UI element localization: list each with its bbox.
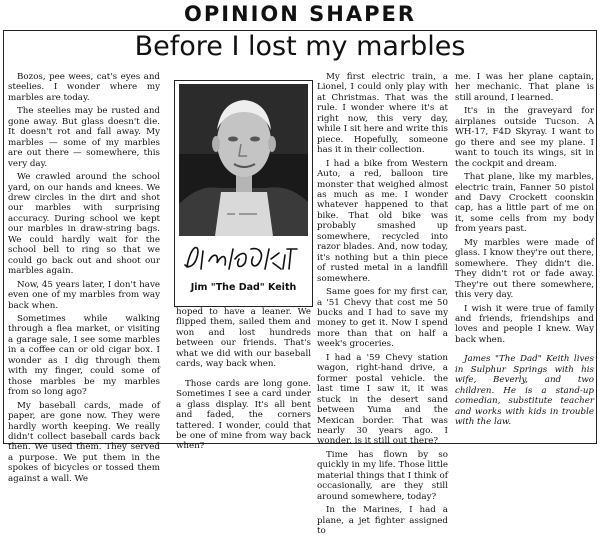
paragraph: We crawled around the school yard, on our hands and knees. We drew circles in the dirt and shot our marbles with surprising accuracy. During school we kept our marbles in draw-string bags. We could hardly wait for the school bell to ring so that we could go back out and shoot our marbles again. (8, 172, 160, 277)
paragraph: Now, 45 years later, I don't have even one of my marbles from way back when. (8, 279, 160, 311)
paragraph: I wish it were true of family and friends, friendships and loves and people I knew. Way back when. (455, 303, 594, 345)
paragraph: My baseball cards, made of paper, are gone now. They were hardly worth keeping. We really didn't collect baseball cards back then. We used them. They served a purpose. We put them in the spokes of bicycles or tossed them against a wall. We (8, 400, 160, 484)
paragraph: The steelies may be rusted and gone away. But glass doesn't die. It doesn't rot and fall away. My marbles — some of my marbles are out there — somewhere, this very day. (8, 106, 160, 169)
paragraph: It's in the graveyard for airplanes outside Tucson. A WH-17, F4D Skyray. I want to go there and see my plane. I want to touch its wings, sit in the cockpit and dream. (455, 106, 594, 169)
paragraph: Bozos, pee wees, cat's eyes and steelies. I wonder where my marbles are today. (8, 72, 160, 103)
paragraph: Same goes for my first car, a '51 Chevy that cost me 50 bucks and I had to save my money to get it. Now I spend more than that on half a week's groceries. (317, 287, 448, 350)
article-column-4 (455, 72, 594, 428)
paragraph: I had a bike from Western Auto, a red, balloon tire monster that weighed almost as much as me. I wonder whatever happened to that bike. That old bike was probably smashed up somewhere, recycled into razor blades. And, now today, it's nothing but a thin piece of rusted metal in a landfill somewhere. (317, 158, 448, 284)
article-column-3 (317, 72, 448, 536)
signature (179, 239, 308, 277)
paragraph: My marbles were made of glass. I know they're out there, somewhere. They didn't die. They didn't rot or fade away. They're out there somewhere, this very day. (455, 237, 594, 301)
author-bio: James "The Dad" Keith lives in Sulphur Springs with his wife, Beverly, and two children. He is a stand-up comedian, substitute teacher and works with kids in trouble with the law. (455, 354, 594, 428)
author-photo (179, 84, 308, 236)
paragraph: Those cards are long gone. Sometimes I see a card under a glass display. It's all bent and faded, the corners tattered. I wonder, could that be one of mine from way back when? (176, 378, 311, 452)
author-photo-box (174, 80, 313, 307)
paragraph: hoped to have a leaner. We flipped them, sailed them and won and lost hundreds between our friends. That's what we did with our baseball cards, way back when. (176, 307, 311, 370)
paragraph: Sometimes while walking through a flea market, or visiting a garage sale, I see some marbles in a coffee can or old cigar box. I wonder as I dig through them with my finger, could some of those marbles be my marbles from so long ago? (8, 313, 160, 398)
paragraph: My first electric train, a Lionel, I could only play with at Christmas. That was the rule. I wonder where it's at right now, this very day, while I sit here and write this piece. Hopefully, someone has it in their collection. (317, 72, 448, 156)
paragraph: me. I was her plane captain, her mechanic. That plane is still around, I learned. (455, 72, 594, 103)
paragraph: That plane, like my marbles, electric train, Fanner 50 pistol and Davy Crockett coonskin cap, has a little part of me on it, some cells from my body from years past. (455, 172, 594, 235)
article-column-2 (176, 307, 311, 452)
paragraph: In the Marines, I had a plane, a jet fighter assigned to (317, 505, 448, 536)
photo-caption: Jim "The Dad" Keith (190, 282, 297, 293)
paragraph: I had a '59 Chevy station wagon, right-hand drive, a former postal vehicle. the last time I saw it, it was stuck in the desert sand between Yuma and the Mexican border. That was nearly 30 years ago. I wonder, is it still out there? (317, 352, 448, 447)
article-column-1 (8, 72, 160, 484)
section-kicker: OPINION SHAPER (183, 2, 417, 26)
paragraph: Time has flown by so quickly in my life. Those little material things that I think of occasionally, are they still around somewhere, today? (317, 449, 448, 502)
headline: Before I lost my marbles (134, 31, 466, 62)
